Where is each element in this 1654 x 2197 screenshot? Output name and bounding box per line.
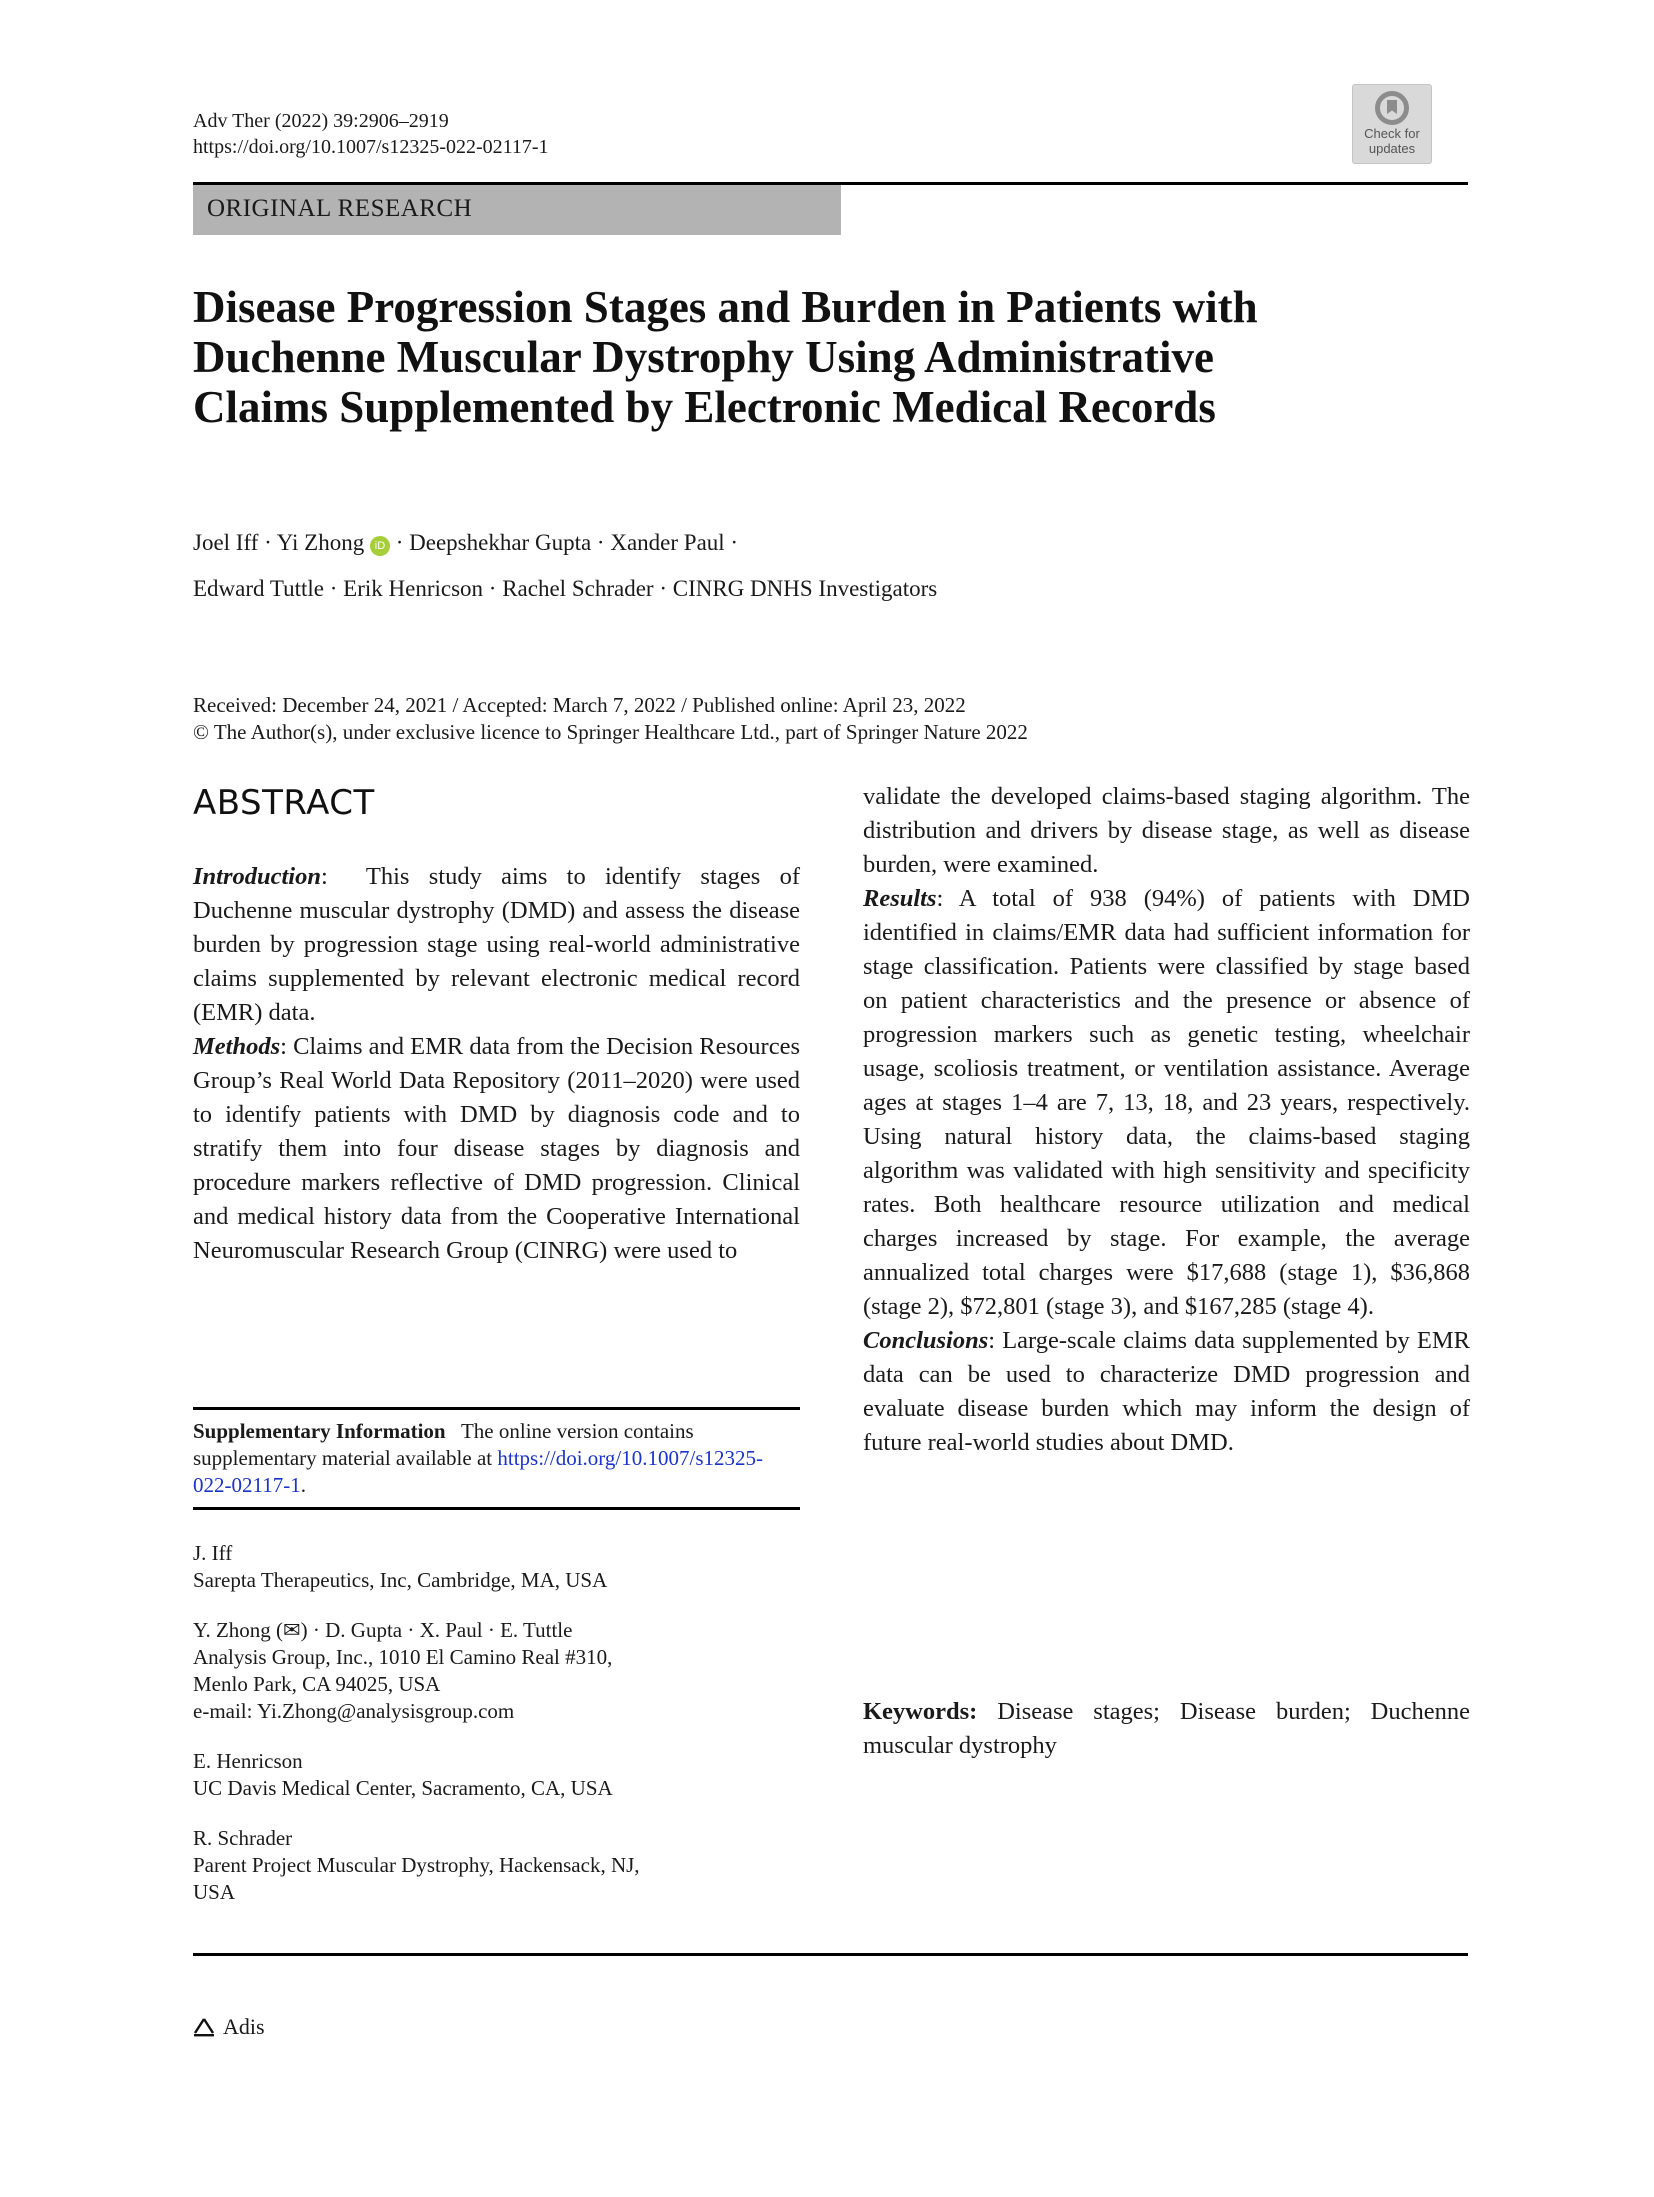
article-type-banner (193, 185, 841, 235)
copyright-line: © The Author(s), under exclusive licence to Springer Healthcare Ltd., part of Springer Nature 2022 (193, 720, 1028, 744)
author-separator: · (488, 576, 497, 601)
affiliation-item (193, 1748, 800, 1802)
author-line-2 (193, 566, 937, 612)
affiliation-names: E. Henricson (193, 1749, 303, 1773)
affiliation-line: Parent Project Muscular Dystrophy, Hackensack, NJ, (193, 1853, 640, 1877)
abstract-results: Results: A total of 938 (94%) of patients with DMD identified in claims/EMR data had sufficient information for stage classification. Patients were classified by stage based on patient characteristics and the presence or absence of progression markers such as genetic testing, wheelchair usage, scoliosis treatment, or ventilation assistance. Average ages at stages 1–4 are 7, 13, 18, and 23 years, respectively. Using natural history data, the claims-based staging algorithm was validated with high sensitivity and specificity rates. Both healthcare resource utilization and medical charges increased by stage. For example, the average annualized total charges were $17,688 (stage 1), $36,868 (stage 2), $72,801 (stage 3), and $167,285 (stage 4). (863, 885, 1470, 1320)
publication-dates (193, 692, 1028, 746)
article-type: ORIGINAL RESEARCH (207, 195, 473, 222)
abstract-conclusions: Conclusions: Large-scale claims data supplemented by EMR data can be used to characterize DMD progression and evaluate disease burden which may inform the design of future real-world studies about DMD. (863, 1327, 1470, 1456)
dates-line: Received: December 24, 2021 / Accepted: March 7, 2022 / Published online: April 23, 2022 (193, 693, 966, 717)
abstract-methods: Methods: Claims and EMR data from the Decision Resources Group’s Real World Data Repository (2011–2020) were used to identify patients with DMD by diagnosis code and to stratify them into four disease stages by diagnosis and procedure markers reflective of DMD progression. Clinical and medical history data from the Cooperative International Neuromuscular Research Group (CINRG) were used to (193, 1033, 800, 1264)
conclusions-label: Conclusions (863, 1327, 989, 1354)
crossmark-bookmark-icon (1375, 91, 1409, 125)
author-separator: · (659, 576, 667, 601)
supplementary-text: The online version contains supplementary material available at (193, 1419, 694, 1470)
publisher-logo (193, 2014, 265, 2040)
keywords-label: Keywords: (863, 1698, 978, 1725)
affiliation-email[interactable]: e-mail: Yi.Zhong@analysisgroup.com (193, 1699, 515, 1723)
supplementary-bottom-divider (193, 1507, 800, 1510)
author-separator: · (395, 530, 404, 555)
supplementary-top-divider (193, 1407, 800, 1410)
author-name[interactable]: Joel Iff (193, 530, 259, 555)
abstract-right-column (863, 780, 1470, 1460)
publisher-name: Adis (223, 2014, 265, 2039)
footer-divider (193, 1953, 1468, 1956)
author-list (193, 520, 937, 612)
results-text: A total of 938 (94%) of patients with DMD identified in claims/EMR data had sufficient information for stage classification. Patients were classified by stage based on patient characteristics and the presence or absence of progression markers such as genetic testing, wheelchair usage, scoliosis treatment, or ventilation assistance. Average ages at stages 1–4 are 7, 13, 18, and 23 years, respectively. Using natural history data, the claims-based staging algorithm was validated with high sensitivity and specificity rates. Both healthcare resource utilization and medical charges increased by stage. For example, the average annualized total charges were $17,688 (stage 1), $36,868 (stage 2), $72,801 (stage 3), and $167,285 (stage 4). (863, 885, 1470, 1320)
affiliation-line: Menlo Park, CA 94025, USA (193, 1672, 441, 1696)
author-name[interactable]: Rachel Schrader (502, 576, 654, 601)
affiliation-item (193, 1617, 800, 1725)
check-for-updates-label-2: updates (1368, 141, 1416, 156)
abstract-left-column (193, 860, 800, 1268)
affiliation-names: R. Schrader (193, 1826, 293, 1850)
author-line-1 (193, 520, 937, 566)
check-for-updates-label-1: Check for (1364, 126, 1420, 141)
orcid-icon[interactable]: iD (370, 536, 390, 556)
author-name[interactable]: Edward Tuttle (193, 576, 324, 601)
affiliation-names: Y. Zhong (✉) · D. Gupta · X. Paul · E. Tuttle (193, 1618, 573, 1642)
author-separator: · (730, 530, 739, 555)
author-separator: · (329, 576, 338, 601)
supplementary-information (193, 1418, 800, 1499)
check-for-updates-button[interactable] (1352, 84, 1432, 164)
adis-triangle-logo-icon (193, 2017, 215, 2037)
introduction-text: This study aims to identify stages of Duchenne muscular dystrophy (DMD) and assess the disease burden by progression stage using real-world administrative claims supplemented by relevant electronic medical record (EMR) data. (193, 863, 800, 1026)
author-name[interactable]: Xander Paul (610, 530, 725, 555)
abstract-introduction: Introduction: This study aims to identify stages of Duchenne muscular dystrophy (DMD) and assess the disease burden by progression stage using real-world administrative claims supplemented by relevant electronic medical record (EMR) data. (193, 863, 800, 1026)
conclusions-text: Large-scale claims data supplemented by EMR data can be used to characterize DMD progression and evaluate disease burden which may inform the design of future real-world studies about DMD. (863, 1327, 1470, 1456)
supplementary-link[interactable]: https://doi.org/10.1007/s12325-022-02117-1 (193, 1446, 764, 1497)
affiliation-line: USA (193, 1880, 236, 1904)
introduction-label: Introduction (193, 863, 321, 890)
author-separator: · (596, 530, 605, 555)
results-label: Results (863, 885, 937, 912)
methods-label: Methods (193, 1033, 281, 1060)
abstract-heading: ABSTRACT (193, 783, 375, 823)
affiliation-line: UC Davis Medical Center, Sacramento, CA, USA (193, 1776, 613, 1800)
affiliations (193, 1540, 800, 1929)
keywords (863, 1695, 1470, 1763)
affiliation-names: J. Iff (193, 1541, 233, 1565)
author-name[interactable]: CINRG DNHS Investigators (672, 576, 938, 601)
author-name[interactable]: Erik Henricson (343, 576, 484, 601)
journal-line: Adv Ther (2022) 39:2906–2919 (193, 110, 449, 132)
author-separator: · (264, 530, 272, 555)
affiliation-item (193, 1825, 800, 1906)
supplementary-trailing: . (300, 1473, 306, 1497)
journal-citation (193, 108, 549, 160)
methods-text: Claims and EMR data from the Decision Resources Group’s Real World Data Repository (2011–2020) were used to identify patients with DMD by diagnosis code and to stratify them into four disease stages by diagnosis and procedure markers reflective of DMD progression. Clinical and medical history data from the Cooperative International Neuromuscular Research Group (CINRG) were used to (193, 1033, 800, 1264)
author-name[interactable]: Deepshekhar Gupta (409, 530, 592, 555)
doi-line[interactable]: https://doi.org/10.1007/s12325-022-02117-1 (193, 136, 549, 158)
paper-title: Disease Progression Stages and Burden in Patients with Duchenne Muscular Dystrophy Using Administrative Claims Supplemented by Electronic Medical Records (193, 282, 1258, 432)
abstract-methods-continued: validate the developed claims-based staging algorithm. The distribution and drivers by disease stage, as well as disease burden, were examined. (863, 783, 1470, 878)
affiliation-item (193, 1540, 800, 1594)
keywords-text: Disease stages; Disease burden; Duchenne muscular dystrophy (863, 1698, 1470, 1759)
affiliation-line: Sarepta Therapeutics, Inc, Cambridge, MA, USA (193, 1568, 608, 1592)
supplementary-label: Supplementary Information (193, 1419, 446, 1443)
affiliation-line: Analysis Group, Inc., 1010 El Camino Real #310, (193, 1645, 613, 1669)
author-name[interactable]: Yi Zhong (276, 530, 365, 555)
